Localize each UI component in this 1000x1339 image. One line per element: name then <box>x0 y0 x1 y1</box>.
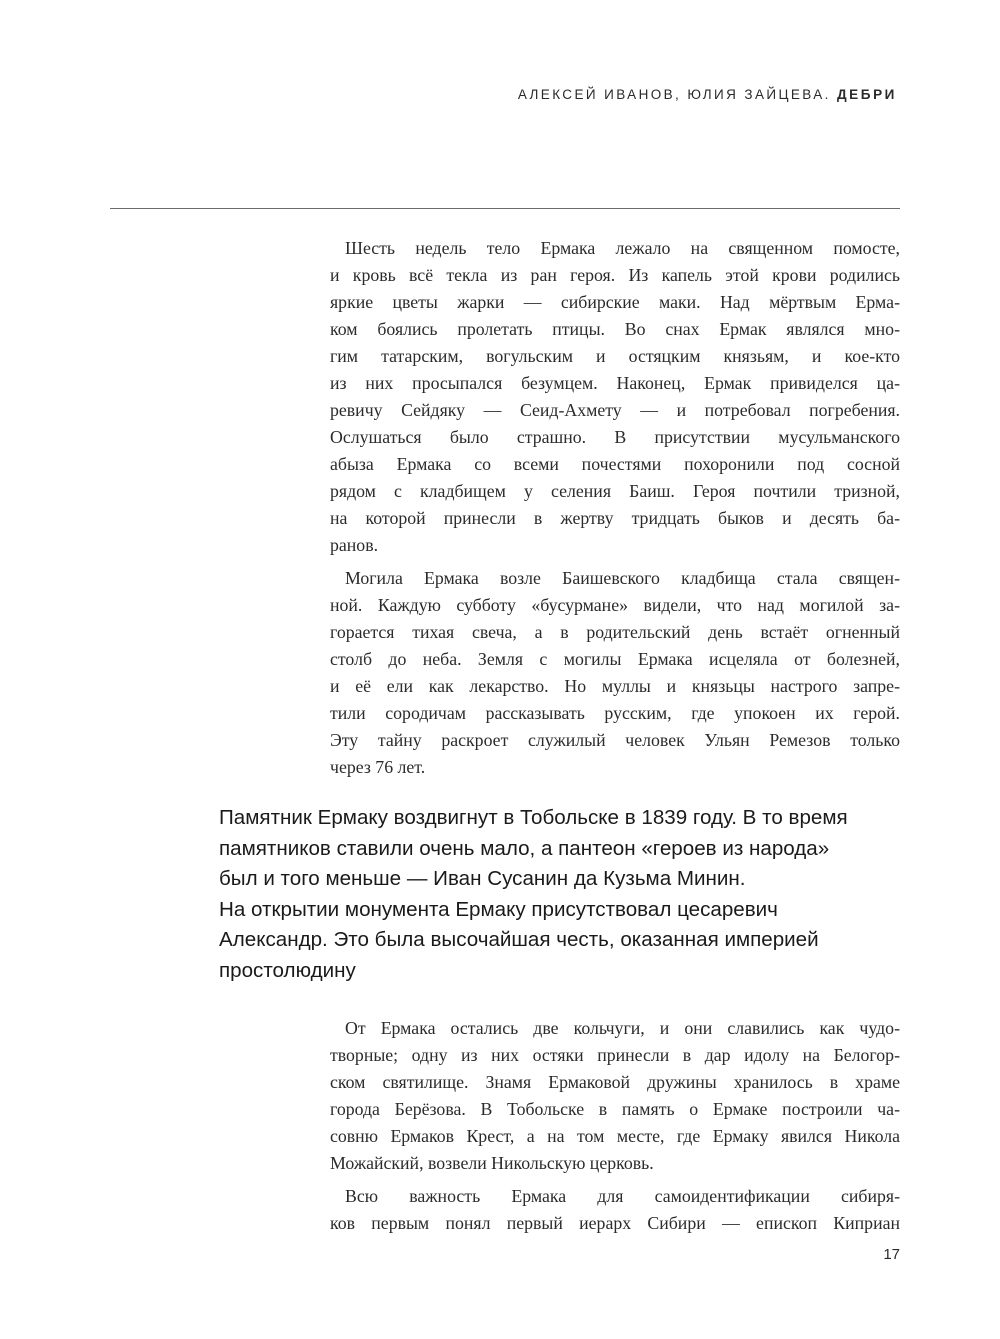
running-head-authors: АЛЕКСЕЙ ИВАНОВ, ЮЛИЯ ЗАЙЦЕВА. <box>517 87 831 102</box>
paragraph <box>330 1015 900 1177</box>
text-line: города Берёзова. В Тобольске в память о Ермаке построили ча- <box>330 1099 900 1119</box>
text-line: и кровь всё текла из ран героя. Из капель этой крови родились <box>330 265 900 285</box>
text-line: Можайский, возвели Никольскую церковь. <box>330 1153 654 1173</box>
text-line: горается тихая свеча, а в родительский день встаёт огненный <box>330 622 900 642</box>
text-line: через 76 лет. <box>330 757 426 777</box>
text-line: От Ермака остались две кольчуги, и они славились как чудо- <box>345 1018 900 1038</box>
text-line: ревичу Сейдяку — Сеид-Ахмету — и потребовал погребения. <box>330 400 900 420</box>
pull-quote-line: был и того меньше — Иван Сусанин да Кузьма Минин. <box>219 867 746 890</box>
text-line: ранов. <box>330 535 379 555</box>
header-rule <box>110 208 900 209</box>
text-line: абыза Ермака со всеми почестями похоронили под сосной <box>330 454 900 474</box>
text-line: яркие цветы жарки — сибирские маки. Над мёртвым Ерма- <box>330 292 900 312</box>
page-number: 17 <box>883 1246 900 1263</box>
paragraph <box>330 235 900 559</box>
paragraph <box>330 1183 900 1237</box>
pull-quote-line: памятников ставили очень мало, а пантеон «героев из народа» <box>219 836 830 860</box>
text-line: гим татарским, вогульским и остяцким князьям, и кое-кто <box>330 346 900 366</box>
text-line: из них просыпался безумцем. Наконец, Ермак привиделся ца- <box>330 373 900 393</box>
text-line: Эту тайну раскроет служилый человек Ульян Ремезов только <box>330 730 900 750</box>
paragraph <box>330 565 900 781</box>
pull-quote-line: Александр. Это была высочайшая честь, оказанная империей <box>219 928 819 951</box>
running-head <box>518 87 897 102</box>
text-line: совню Ермаков Крест, а на том месте, где Ермаку явился Никола <box>330 1126 900 1146</box>
text-line: Могила Ермака возле Баишевского кладбища стала священ- <box>345 568 900 588</box>
text-line: Всю важность Ермака для самоидентификации сибиря- <box>345 1186 900 1206</box>
text-line: Шесть недель тело Ермака лежало на священном помосте, <box>345 238 900 258</box>
pull-quote-line: Памятник Ермаку воздвигнут в Тобольске в 1839 году. В то время <box>219 806 848 829</box>
text-line: рядом с кладбищем у селения Баиш. Героя почтили тризной, <box>330 481 900 501</box>
pull-quote-line: простолюдину <box>219 958 356 982</box>
pull-quote-line: На открытии монумента Ермаку присутствовал цесаревич <box>219 897 778 921</box>
running-head-title: ДЕБРИ <box>836 87 897 102</box>
text-line: ков первым понял первый иерарх Сибири — епископ Киприан <box>330 1213 900 1233</box>
body-text-bottom <box>330 1015 900 1243</box>
text-line: на которой принесли в жертву тридцать быков и десять ба- <box>330 508 900 528</box>
body-text-top <box>330 235 900 787</box>
text-line: столб до неба. Земля с могилы Ермака исцеляла от болезней, <box>330 649 900 669</box>
text-line: тили сородичам рассказывать русским, где упокоен их герой. <box>330 703 900 723</box>
text-line: Ослушаться было страшно. В присутствии мусульманского <box>330 427 900 447</box>
text-line: ком боялись пролетать птицы. Во снах Ермак являлся мно- <box>330 319 900 339</box>
text-line: творные; одну из них остяки принесли в дар идолу на Белогор- <box>330 1045 900 1065</box>
text-line: ной. Каждую субботу «бусурмане» видели, что над могилой за- <box>330 595 900 615</box>
text-line: ском святилище. Знамя Ермаковой дружины хранилось в храме <box>330 1072 900 1092</box>
pull-quote <box>219 803 919 986</box>
text-line: и её ели как лекарство. Но муллы и князьцы настрого запре- <box>330 676 900 696</box>
